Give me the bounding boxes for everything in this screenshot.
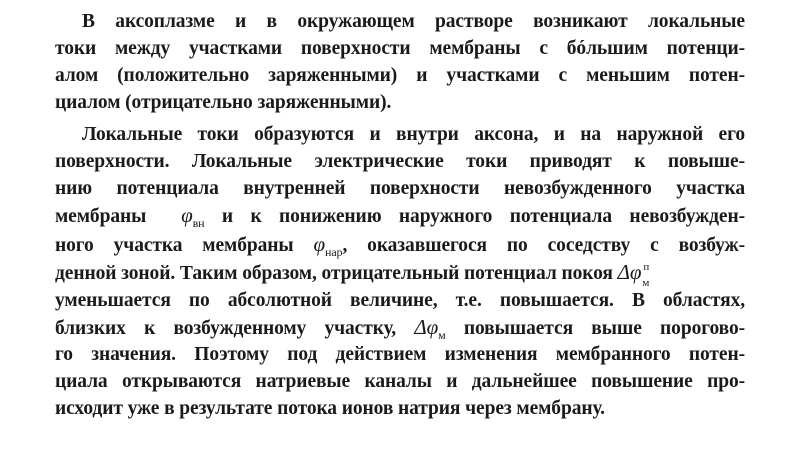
paragraph2-line-1: Локальные токи образуются и внутри аксона, и на наружной его (82, 124, 745, 145)
subscript: м (438, 328, 446, 342)
delta-phi-symbol: Δφ (414, 315, 439, 339)
paragraph1-line-1: В аксоплазме и в окружающем растворе возникают локальные (82, 11, 745, 32)
text-segment: , оказавшегося по соседству с возбуж- (342, 235, 745, 256)
phi-symbol: φ (313, 232, 325, 256)
text-segment: повышается выше порогово- (445, 318, 745, 339)
paragraph2-line-6 (55, 259, 745, 289)
superscript: п (643, 261, 650, 273)
paragraph1-line-4: циалом (отрицательно заряженными). (55, 92, 392, 113)
delta-phi-symbol: Δφ (617, 260, 642, 284)
paragraph2-line-3: нию потенциала внутренней поверхности невозбужденного участка (55, 178, 745, 199)
phi-subscript: вн (192, 216, 205, 230)
delta-phi-indices (641, 261, 651, 289)
text-segment: и к понижению наружного потенциала невозбужден- (204, 206, 745, 227)
paragraph1-line-2: токи между участками поверхности мембраны с бóльшим потенци- (55, 38, 745, 59)
text-segment: денной зоной. Таким образом, отрицательный потенциал покоя (55, 263, 618, 284)
paragraph2-line-10: циала открываются натриевые каналы и дальнейшее повышение про- (55, 371, 745, 392)
text-segment: мембраны (55, 206, 147, 227)
paragraph2-line-4 (55, 202, 745, 229)
paragraph2-line-7: уменьшается по абсолютной величине, т.е. повышается. В областях, (55, 290, 745, 311)
paragraph2-line-5 (55, 231, 745, 258)
subscript: м (642, 277, 650, 289)
paragraph1-line-3: алом (положительно заряженными) и участками с меньшим потен- (55, 65, 745, 86)
paragraph2-line-8 (55, 314, 745, 341)
text-segment: ного участка мембраны (55, 235, 314, 256)
paragraph2-line-9: го значения. Поэтому под действием изменения мембранного потен- (55, 344, 745, 365)
phi-symbol: φ (181, 203, 193, 227)
phi-subscript: нар (325, 245, 343, 259)
paragraph2-line-2: поверхности. Локальные электрические токи приводят к повыше- (55, 151, 745, 172)
paragraph2-line-11: исходит уже в результате потока ионов натрия через мембрану. (55, 398, 605, 419)
text-segment: близких к возбужденному участку, (55, 318, 415, 339)
